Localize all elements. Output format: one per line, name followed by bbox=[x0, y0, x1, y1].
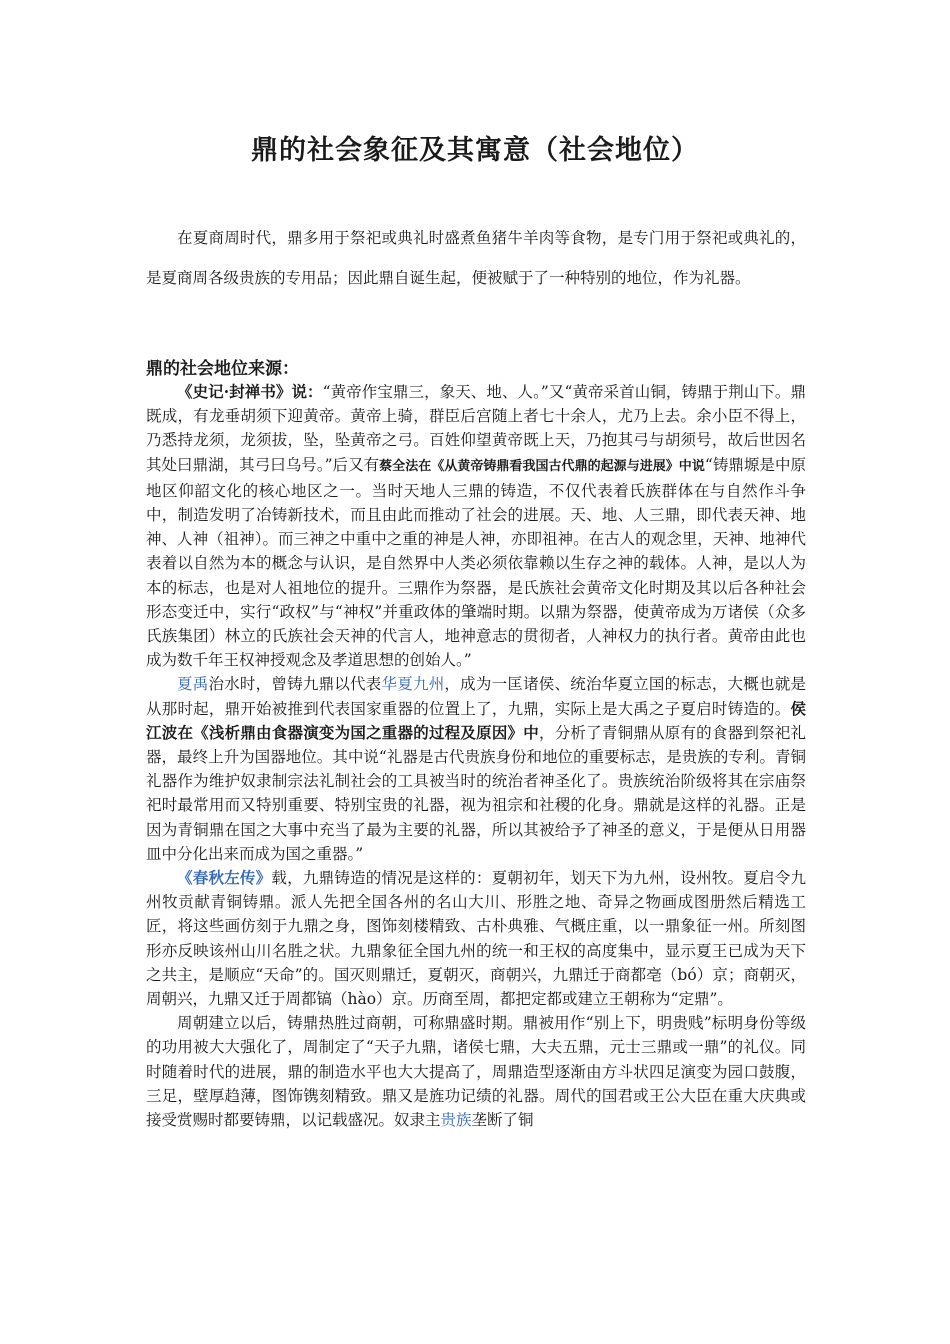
paragraph-zhou bbox=[146, 1011, 806, 1132]
text-span: 载，九鼎铸造的情况是这样的：夏朝初年，划天下为九州，设州牧。夏启令九州牧贡献青铜铸鼎。派人先把全国各州的名山大川、形胜之地、奇异之物画成图册然后精选工匠，将这些画仿刻于九鼎之身，图饰刻楼精致、古朴典雅、气概庄重，以一鼎象征一州。所刻图形亦反映该州山川名胜之状。九鼎象征全国九州的统一和王权的高度集中，显示夏王已成为天下之共主，是顺应“天命”的。国灭则鼎迁，夏朝灭，商朝兴，九鼎迁于商都亳（bó）京；商朝灭，周朝兴，九鼎又迁于周都镐（hào）京。历商至周，都把定都或建立王朝称为“定鼎”。 bbox=[146, 869, 806, 1009]
source-citation-shiji: 《史记·封禅书》说： bbox=[177, 382, 323, 401]
intro-paragraph: 在夏商周时代，鼎多用于祭祀或典礼时盛煮鱼猪牛羊肉等食物，是专门用于祭祀或典礼的，是夏商周各级贵族的专用品；因此鼎自诞生起，便被赋于了一种特别的地位，作为礼器。 bbox=[146, 229, 806, 287]
page-title: 鼎的社会象征及其寓意（社会地位） bbox=[251, 135, 699, 166]
text-span: ，成为一匡诸侯、统治华夏立国的标志，大概也就是从那时起，鼎开始被推到代表国家重器的位置上了，九鼎，实际上是大禹之子夏启时铸造的。 bbox=[146, 675, 806, 718]
link-guizu[interactable]: 贵族 bbox=[440, 1111, 472, 1130]
text-span: ，分析了青铜鼎从原有的食器到祭祀礼器，最终上升为国器地位。其中说“礼器是古代贵族身份和地位的重要标志，是贵族的专利。青铜礼器作为维护奴隶制宗法礼制社会的工具被当时的统治者神圣化了。贵族统治阶级将其在宗庙祭祀时最常用而又特别重要、特别宝贵的礼器，视为祖宗和社稷的化身。鼎就是这样的礼器。正是因为青铜鼎在国之大事中充当了最为主要的礼器，所以其被给予了神圣的意义，于是便从日用器皿中分化出来而成为国之重器。” bbox=[146, 723, 806, 863]
section-heading: 鼎的社会地位来源： bbox=[146, 359, 299, 379]
link-xiayu[interactable]: 夏禹 bbox=[177, 675, 209, 694]
paragraph-xiayu bbox=[146, 672, 806, 866]
text-span: 治水时，曾铸九鼎以代表 bbox=[208, 675, 382, 694]
text-span: 周朝建立以后，铸鼎热胜过商朝，可称鼎盛时期。鼎被用作“别上下，明贵贱”标明身份等级的功用被大大强化了，周制定了“天子九鼎，诸侯七鼎，大夫五鼎，元士三鼎或一鼎”的礼仪。同时随着时代的进展，鼎的制造水平也大大提高了，周鼎造型逐渐由方斗状四足演变为园口鼓腹，三足，壁厚趋薄，图饰镌刻精致。鼎又是旌功记绩的礼器。周代的国君或王公大臣在重大庆典或接受赏赐时都要铸鼎，以记载盛况。奴隶主 bbox=[146, 1014, 806, 1130]
body-text bbox=[146, 380, 806, 1132]
quote-caiquanfa: “铸鼎塬是中原地区仰韶文化的核心地区之一。当时天地人三鼎的铸造，不仅代表着氏族群体在与自然作斗争中，制造发明了冶铸新技术，而且由此而推动了社会的进展。天、地、人三鼎，即代表天神、地神、人神（祖神）。而三神之中重中之重的神是人神，亦即祖神。在古人的观念里，天神、地神代表着以自然为本的概念与认识，是自然界中人类必须依靠赖以生存之神的载体。人神，是以人为本的标志，也是对人祖地位的提升。三鼎作为祭器，是氏族社会黄帝文化时期及其以后各种社会形态变迁中，实行“政权”与“神权”并重政体的肇端时期。以鼎为祭器，使黄帝成为万诸侯（众多氏族集团）林立的氏族社会天神的代言人，地神意志的贯彻者，人神权力的执行者。黄帝由此也成为数千年王权神授观念及孝道思想的创始人。” bbox=[146, 455, 806, 670]
paragraph-chunqiu bbox=[146, 866, 806, 1011]
quote-shiji: “黄帝作宝鼎三，象天、地、人。”又“黄帝采首山铜，铸鼎于荆山下。鼎既成，有龙垂胡须下迎黄帝。黄帝上骑，群臣后宫随上者七十余人，尤乃上去。余小臣不得上，乃悉持龙须，龙须拔，坠，坠黄帝之弓。百姓仰望黄帝既上天，乃抱其弓与胡须号，故后世因名其处曰鼎湖，其弓曰乌号。”后又有 bbox=[146, 383, 806, 474]
source-citation-caiquanfa: 蔡全法在《从黄帝铸鼎看我国古代鼎的起源与进展》中说 bbox=[379, 458, 705, 474]
text-span: 垄断了铜 bbox=[471, 1111, 534, 1130]
link-chunqiu-zuozhuan[interactable]: 《春秋左传》 bbox=[177, 868, 272, 888]
source-citation-houjiangbo: 侯江波在《浅析鼎由食器演变为国之重器的过程及原因》中 bbox=[146, 698, 806, 742]
link-huaxia-jiuzhou[interactable]: 华夏九州 bbox=[381, 675, 445, 694]
paragraph-shiji bbox=[146, 380, 806, 672]
